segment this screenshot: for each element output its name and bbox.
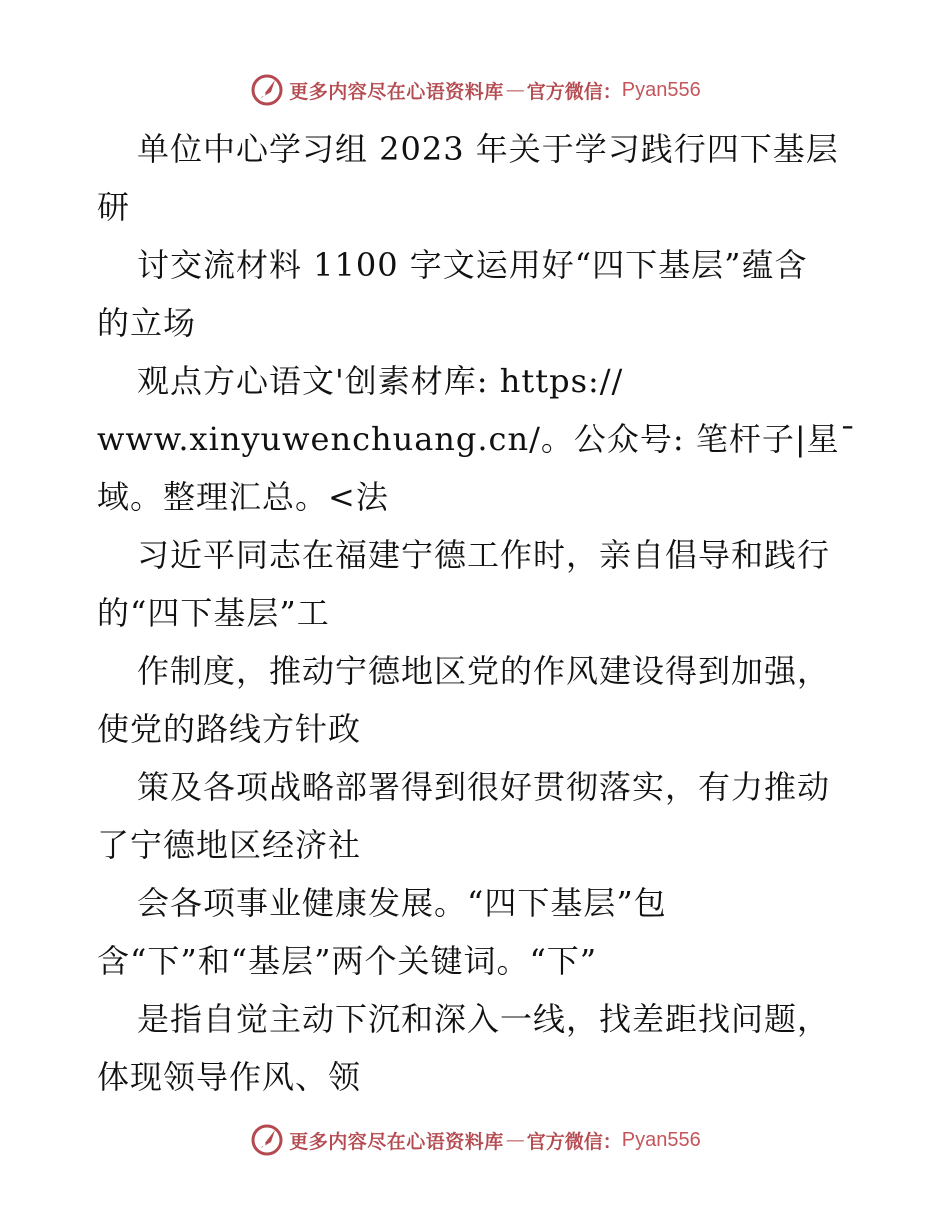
text-line: 含“下”和“基层”两个关键词。“下” <box>97 942 598 980</box>
text-line: 单位中心学习组 2023 年关于学习践行四下基层 <box>137 130 839 168</box>
watermark-site-text: 更多内容尽在心语资料库 <box>289 1130 504 1153</box>
watermark-site-text: 更多内容尽在心语资料库 <box>289 80 504 103</box>
text-line: 习近平同志在福建宁德工作时，亲自倡导和践行 <box>137 536 831 574</box>
text-line: 了宁德地区经济社 <box>97 826 362 864</box>
text-line: 研 <box>97 188 131 226</box>
text-line: www.xinyuwenchuang.cn/。公众号: 笔杆子|星¯ <box>97 420 857 458</box>
watermark-wechat-id: Pyan556 <box>621 78 701 101</box>
text-line: 策及各项战略部署得到很好贯彻落实，有力推动 <box>137 768 831 806</box>
text-line: 会各项事业健康发展。“四下基层”包 <box>137 884 667 922</box>
text-line: 体现领导作风、领 <box>97 1058 362 1096</box>
watermark-label: 官方微信： <box>526 1130 622 1153</box>
text-line: 讨交流材料 1100 字文运用好“四下基层”蕴含 <box>137 246 808 284</box>
text-line: 域。整理汇总。<法 <box>97 478 389 516</box>
text-line: 的立场 <box>97 304 197 342</box>
document-body <box>97 120 857 1106</box>
text-line: 是指自觉主动下沉和深入一线，找差距找问题， <box>137 1000 831 1038</box>
header-watermark <box>0 70 950 110</box>
quill-logo-icon <box>249 1122 285 1158</box>
footer-watermark <box>0 1120 950 1160</box>
quill-logo-icon <box>249 72 285 108</box>
watermark-separator: — <box>505 1129 525 1151</box>
watermark-wechat-id: Pyan556 <box>621 1128 701 1151</box>
text-line: 使党的路线方针政 <box>97 710 362 748</box>
text-line: 的“四下基层”工 <box>97 594 330 632</box>
text-line: 作制度，推动宁德地区党的作风建设得到加强， <box>137 652 831 690</box>
watermark-separator: — <box>505 79 525 101</box>
watermark-label: 官方微信： <box>526 80 622 103</box>
text-line: 观点方心语文'创素材库: https:// <box>137 362 624 400</box>
